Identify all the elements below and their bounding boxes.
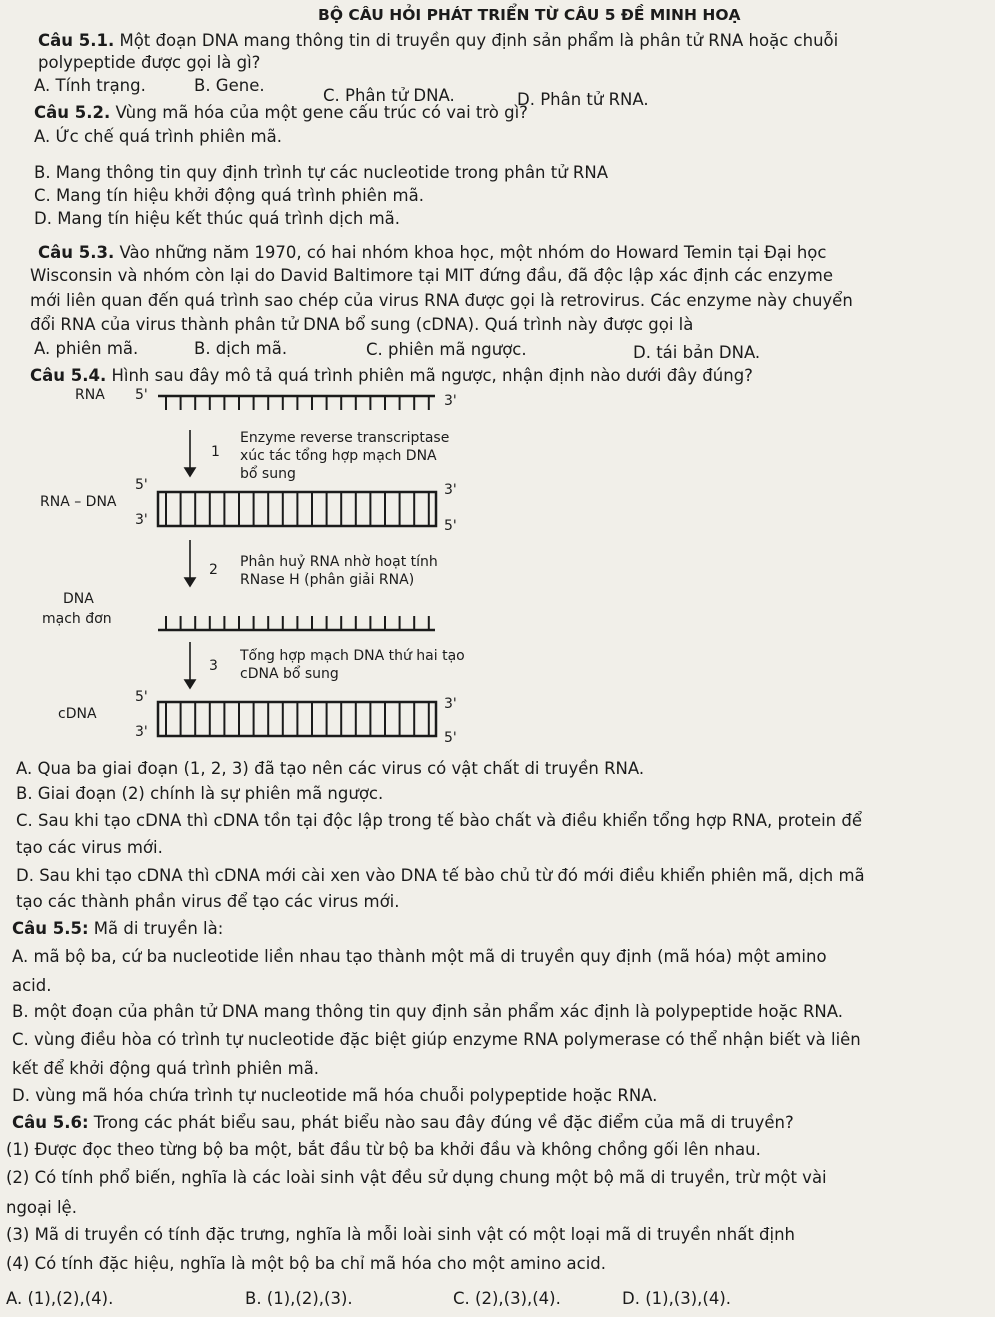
q54-line1: Hình sau đây mô tả quá trình phiên mã ngược, nhận định nào dưới đây đúng? (106, 366, 753, 385)
q56-statement-3: (3) Mã di truyền có tính đặc trưng, nghĩa là mỗi loài sinh vật có một loại mã di truyền nhất định (6, 1225, 796, 1244)
q55-option-a-line1: A. mã bộ ba, cứ ba nucleotide liền nhau tạo thành một mã di truyền quy định (mã hóa) một amino (12, 947, 827, 966)
label-single-strand: mạch đơn (42, 611, 112, 627)
label-cdna-5prime: 5' (135, 689, 148, 705)
label-hybrid-5prime: 5' (135, 477, 148, 493)
label-cdna-3prime-top: 3' (444, 696, 457, 712)
q55-option-d: D. vùng mã hóa chứa trình tự nucleotide mã hóa chuỗi polypeptide hoặc RNA. (12, 1086, 658, 1105)
label-cdna: cDNA (58, 706, 97, 722)
q53-line2: Wisconsin và nhóm còn lại do David Baltimore tại MIT đứng đầu, đã độc lập xác định các enzyme (30, 266, 834, 285)
q53-line4: đổi RNA của virus thành phân tử DNA bổ sung (cDNA). Quá trình này được gọi là (30, 315, 694, 334)
q53-stem (38, 243, 826, 263)
q54-option-c-line1: C. Sau khi tạo cDNA thì cDNA tồn tại độc lập trong tế bào chất và điều khiển tổng hợp RNA, protein để (16, 811, 863, 830)
label-step3-line2: cDNA bổ sung (240, 666, 339, 682)
label-step1-line2: xúc tác tổng hợp mạch DNA (240, 448, 437, 464)
q54-option-c-line2: tạo các virus mới. (16, 838, 163, 857)
q56-option-a: A. (1),(2),(4). (6, 1289, 114, 1308)
q56-option-d: D. (1),(3),(4). (622, 1289, 732, 1308)
arrow-step-1 (185, 430, 195, 476)
q51-line2: polypeptide được gọi là gì? (38, 53, 261, 72)
q56-stem (12, 1113, 794, 1133)
q52-option-c: C. Mang tín hiệu khởi động quá trình phiên mã. (34, 186, 424, 205)
q53-option-a: A. phiên mã. (34, 339, 139, 358)
q56-option-b: B. (1),(2),(3). (245, 1289, 353, 1308)
q51-option-d: D. Phân tử RNA. (517, 90, 649, 109)
q54-option-b: B. Giai đoạn (2) chính là sự phiên mã ngược. (16, 784, 384, 803)
q52-option-a: A. Ức chế quá trình phiên mã. (34, 127, 282, 146)
q53-option-c: C. phiên mã ngược. (366, 340, 527, 359)
q54-option-d-line2: tạo các thành phần virus để tạo các virus mới. (16, 892, 400, 911)
q53-option-b: B. dịch mã. (194, 339, 288, 358)
q53-label: Câu 5.3. (38, 243, 115, 262)
label-rna-dna: RNA – DNA (40, 494, 117, 510)
q53-line3: mới liên quan đến quá trình sao chép của virus RNA được gọi là retrovirus. Các enzyme này chuyển (30, 291, 853, 310)
q52-line1: Vùng mã hóa của một gene cấu trúc có vai trò gì? (110, 103, 528, 122)
label-hybrid-3prime-top: 3' (444, 482, 457, 498)
q55-label: Câu 5.5: (12, 919, 89, 938)
label-step1-line1: Enzyme reverse transcriptase (240, 430, 450, 446)
q52-label: Câu 5.2. (34, 103, 111, 122)
q55-option-b: B. một đoạn của phân tử DNA mang thông tin quy định sản phẩm xác định là polypeptide hoặc RNA. (12, 1002, 844, 1021)
label-rna: RNA (75, 387, 105, 403)
q52-stem (34, 103, 528, 123)
q53-line1: Vào những năm 1970, có hai nhóm khoa học, một nhóm do Howard Temin tại Đại học (114, 243, 827, 262)
q51-line1: Một đoạn DNA mang thông tin di truyền quy định sản phẩm là phân tử RNA hoặc chuỗi (114, 31, 839, 50)
label-hybrid-3prime-bottom: 3' (135, 512, 148, 528)
q54-option-a: A. Qua ba giai đoạn (1, 2, 3) đã tạo nên các virus có vật chất di truyền RNA. (16, 759, 645, 778)
q56-line1: Trong các phát biểu sau, phát biểu nào sau đây đúng về đặc điểm của mã di truyền? (88, 1113, 794, 1132)
label-dna: DNA (63, 591, 94, 607)
label-step2-line2: RNase H (phân giải RNA) (240, 572, 415, 588)
rna-strand (158, 396, 435, 410)
q51-option-a: A. Tính trạng. (34, 76, 146, 95)
label-hybrid-5prime-bottom: 5' (444, 518, 457, 534)
page-title: BỘ CÂU HỎI PHÁT TRIỂN TỪ CÂU 5 ĐỀ MINH HOẠ (318, 6, 741, 24)
rna-dna-hybrid (158, 492, 436, 526)
q55-stem (12, 919, 223, 939)
q54-label: Câu 5.4. (30, 366, 107, 385)
arrow-step-2 (185, 540, 195, 586)
q56-statement-4: (4) Có tính đặc hiệu, nghĩa là một bộ ba chỉ mã hóa cho một amino acid. (6, 1254, 607, 1273)
q54-option-d-line1: D. Sau khi tạo cDNA thì cDNA mới cài xen vào DNA tế bào chủ từ đó mới điều khiển phiên mã, dịch mã (16, 866, 865, 885)
label-step1-num: 1 (211, 444, 220, 460)
q56-option-c: C. (2),(3),(4). (453, 1289, 561, 1308)
label-step2-line1: Phân huỷ RNA nhờ hoạt tính (240, 554, 438, 570)
q56-statement-1: (1) Được đọc theo từng bộ ba một, bắt đầu từ bộ ba khởi đầu và không chồng gối lên nhau. (6, 1140, 761, 1159)
q56-label: Câu 5.6: (12, 1113, 89, 1132)
q53-option-d: D. tái bản DNA. (633, 343, 761, 362)
q51-stem (38, 31, 838, 51)
q55-option-c-line1: C. vùng điều hòa có trình tự nucleotide đặc biệt giúp enzyme RNA polymerase có thể nhận biết và liên (12, 1030, 861, 1049)
label-step1-line3: bổ sung (240, 466, 296, 482)
q56-statement-2-line2: ngoại lệ. (6, 1198, 77, 1217)
cdna-double-strand (158, 702, 436, 736)
label-rna-5prime: 5' (135, 387, 148, 403)
q52-option-b: B. Mang thông tin quy định trình tự các nucleotide trong phân tử RNA (34, 163, 609, 182)
label-step3-num: 3 (209, 658, 218, 674)
label-rna-3prime: 3' (444, 393, 457, 409)
q51-option-c: C. Phân tử DNA. (323, 86, 455, 105)
q55-line1: Mã di truyền là: (88, 919, 224, 938)
arrow-step-3 (185, 642, 195, 688)
q51-label: Câu 5.1. (38, 31, 115, 50)
single-strand-dna (158, 616, 435, 630)
q55-option-a-line2: acid. (12, 976, 52, 995)
label-cdna-3prime-bottom: 3' (135, 724, 148, 740)
q55-option-c-line2: kết để khởi động quá trình phiên mã. (12, 1059, 320, 1078)
q52-option-d: D. Mang tín hiệu kết thúc quá trình dịch mã. (34, 209, 401, 228)
label-cdna-5prime-bottom: 5' (444, 730, 457, 746)
label-step3-line1: Tổng hợp mạch DNA thứ hai tạo (240, 648, 465, 664)
label-step2-num: 2 (209, 562, 218, 578)
q56-statement-2-line1: (2) Có tính phổ biến, nghĩa là các loài sinh vật đều sử dụng chung một bộ mã di truyền, trừ một vài (6, 1168, 827, 1187)
q51-option-b: B. Gene. (194, 76, 265, 95)
